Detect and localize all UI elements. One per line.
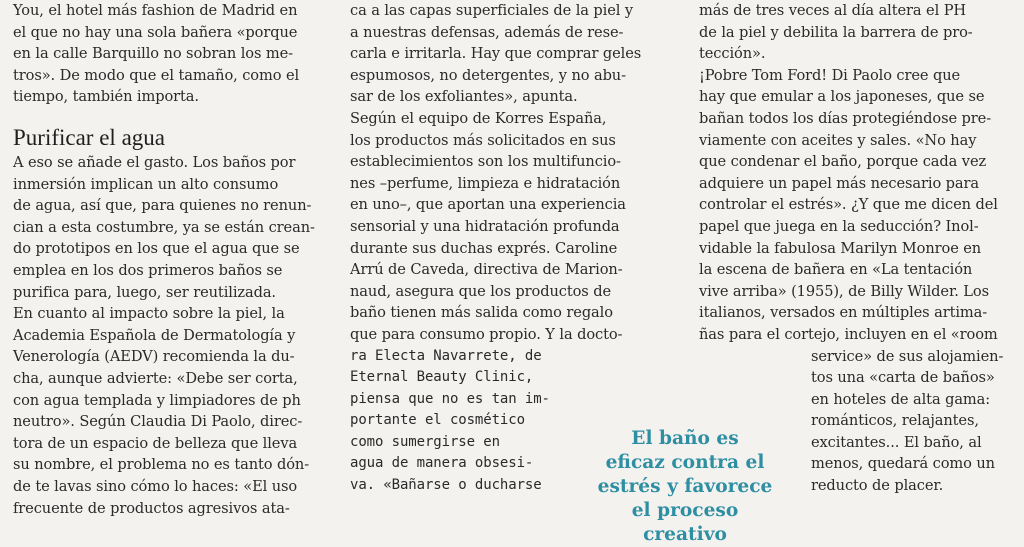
text-line: la escena de bañera en «La tentación: [699, 261, 973, 279]
text-line: italianos, versados en múltiples artima-: [699, 304, 988, 322]
text-line: durante sus duchas exprés. Caroline: [350, 239, 618, 257]
text-line: ra Electa Navarrete, de: [350, 347, 542, 364]
text-line: baño tienen más salida como regalo: [350, 304, 613, 322]
text-line: reducto de placer.: [811, 477, 944, 495]
text-line: sensorial y una hidratación profunda: [350, 217, 620, 235]
text-line: papel que juega en la seducción? Inol-: [699, 217, 979, 235]
text-line: agua de manera obsesi-: [350, 455, 534, 472]
text-line: eficaz contra el: [605, 452, 765, 473]
text-line: Según el equipo de Korres España,: [350, 109, 607, 127]
text-line: de te lavas sino cómo lo haces: «El uso: [13, 477, 298, 495]
text-line: Arrú de Caveda, directiva de Marion-: [350, 261, 623, 279]
text-line: purifica para, luego, ser reutilizada.: [13, 283, 276, 301]
text-line: inmersión implican un alto consumo: [13, 175, 279, 193]
text-line: service» de sus alojamien-: [811, 347, 1004, 365]
text-line: excitantes... El baño, al: [811, 433, 982, 451]
column-2: [350, 0, 678, 497]
text-line: en la calle Barquillo no sobran los me-: [13, 45, 293, 63]
text-line: estrés y favorece: [597, 476, 773, 497]
text-line: tora de un espacio de belleza que lleva: [13, 434, 298, 452]
text-line: adquiere un papel más necesario para: [699, 174, 979, 192]
text-line: portante el cosmético: [350, 412, 525, 429]
text-line: el que no hay una sola bañera «porque: [13, 23, 298, 41]
text-line: su nombre, el problema no es tanto dón-: [13, 456, 310, 474]
text-line: Eternal Beauty Clinic,: [350, 369, 534, 386]
pull-quote: [570, 427, 800, 547]
text-line: En cuanto al impacto sobre la piel, la: [13, 305, 285, 323]
text-line: El baño es: [631, 428, 739, 449]
text-line: emplea en los dos primeros baños se: [13, 261, 283, 279]
text-line: tos una «carta de baños»: [811, 369, 995, 387]
text-line: de la piel y debilita la barrera de pro-: [699, 23, 973, 41]
text-line: bañan todos los días protegiéndose pre-: [699, 109, 992, 127]
text-line: hay que emular a los japoneses, que se: [699, 88, 985, 106]
text-line: vidable la fabulosa Marilyn Monroe en: [699, 239, 982, 257]
text-line: do prototipos en los que el agua que se: [13, 240, 300, 258]
text-line: A eso se añade el gasto. Los baños por: [13, 154, 296, 171]
column-3: [699, 0, 1019, 497]
section-subheading: Purificar el agua: [13, 125, 165, 150]
text-line: con agua templada y limpiadores de ph: [13, 391, 301, 409]
text-line: tiempo, también importa.: [13, 88, 199, 106]
text-line: neutro». Según Claudia Di Paolo, direc-: [13, 413, 303, 431]
text-line: románticos, relajantes,: [811, 412, 979, 430]
text-line: ¡Pobre Tom Ford! Di Paolo cree que: [699, 66, 961, 84]
text-line: que para consumo propio. Y la docto-: [350, 325, 623, 343]
text-line: los productos más solicitados en sus: [350, 131, 616, 149]
text-line: viamente con aceites y sales. «No hay: [699, 131, 977, 149]
text-line: tros». De modo que el tamaño, como el: [13, 66, 300, 84]
text-line: ca a las capas superficiales de la piel y: [350, 2, 634, 19]
text-line: establecimientos son los multifuncio-: [350, 153, 621, 171]
text-line: va. «Bañarse o ducharse: [350, 477, 542, 494]
text-line: naud, asegura que los productos de: [350, 282, 611, 300]
text-line: nes –perfume, limpieza e hidratación: [350, 174, 621, 192]
text-line: de agua, así que, para quienes no renun-: [13, 197, 312, 215]
text-line: vive arriba» (1955), de Billy Wilder. Los: [699, 282, 989, 300]
text-line: Venerología (AEDV) recomienda la du-: [13, 348, 295, 366]
text-line: creativo: [643, 524, 727, 545]
text-line: como sumergirse en: [350, 433, 500, 450]
text-line: a nuestras defensas, además de rese-: [350, 23, 624, 41]
text-line: controlar el estrés». ¿Y que me dicen del: [699, 196, 998, 214]
text-line: carla e irritarla. Hay que comprar geles: [350, 45, 642, 63]
text-line: Academia Española de Dermatología y: [13, 326, 296, 344]
text-line: sar de los exfoliantes», apunta.: [350, 88, 578, 106]
text-line: You, el hotel más fashion de Madrid en: [13, 2, 298, 19]
text-line: que condenar el baño, porque cada vez: [699, 153, 987, 171]
column-1-intro: [13, 0, 329, 108]
text-line: piensa que no es tan im-: [350, 390, 550, 407]
text-line: tección».: [699, 45, 766, 63]
column-1-body: [13, 152, 315, 519]
text-line: menos, quedará como un: [811, 455, 995, 473]
text-line: frecuente de productos agresivos ata-: [13, 499, 290, 517]
text-line: cha, aunque advierte: «Debe ser corta,: [13, 369, 298, 387]
text-line: ñas para el cortejo, incluyen en el «room: [699, 325, 998, 343]
text-line: el proceso: [631, 500, 739, 521]
text-line: espumosos, no detergentes, y no abu-: [350, 66, 626, 84]
text-line: más de tres veces al día altera el PH: [699, 2, 967, 19]
text-line: en hoteles de alta gama:: [811, 390, 991, 408]
text-line: en uno–, que aportan una experiencia: [350, 196, 626, 214]
text-line: cian a esta costumbre, ya se están crean-: [13, 218, 315, 236]
